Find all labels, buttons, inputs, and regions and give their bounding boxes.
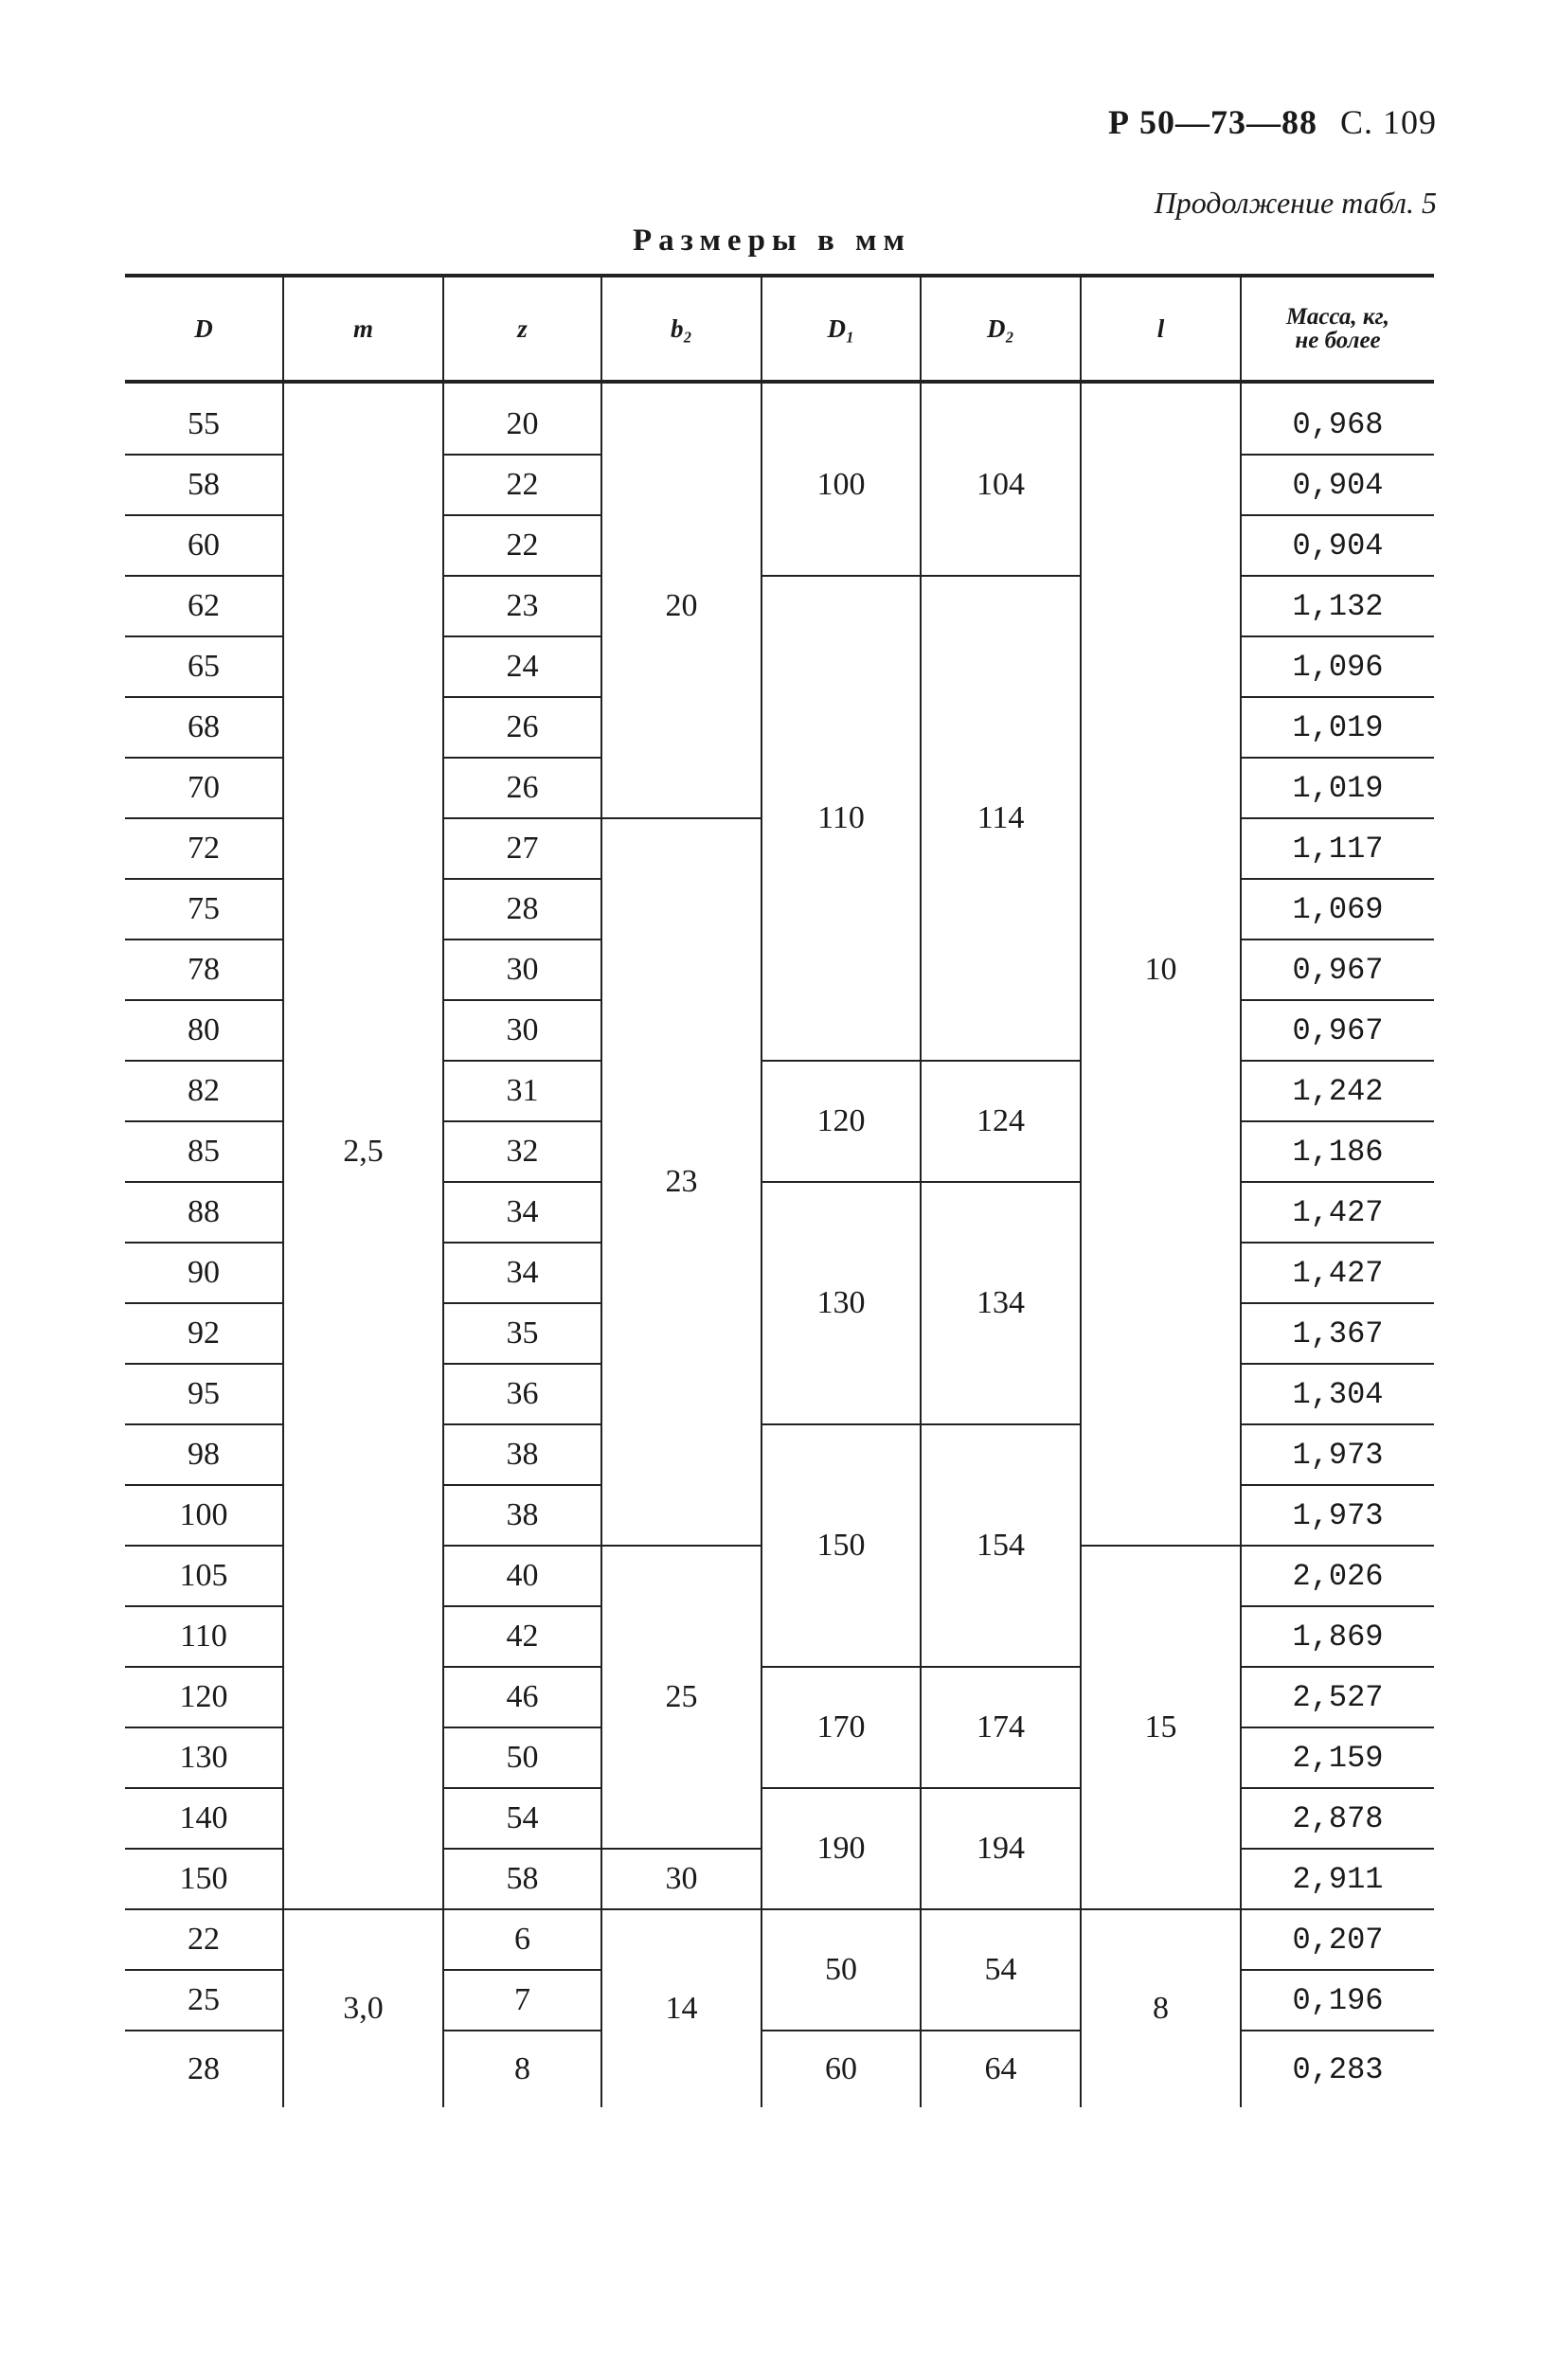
- table-row: [125, 382, 1434, 455]
- cell-mass: 2,878: [1241, 1788, 1434, 1849]
- cell-d2-group: 104: [921, 382, 1081, 576]
- cell-z: 22: [443, 455, 601, 515]
- cell-mass: 0,967: [1241, 1000, 1434, 1061]
- cell-d: 72: [125, 818, 283, 879]
- cell-d1-group: 50: [762, 1909, 921, 2031]
- cell-d: 150: [125, 1849, 283, 1909]
- cell-z: 23: [443, 576, 601, 636]
- cell-z: 26: [443, 758, 601, 818]
- cell-mass: 1,869: [1241, 1606, 1434, 1667]
- cell-d1-group: 130: [762, 1182, 921, 1424]
- cell-z: 26: [443, 697, 601, 758]
- cell-d1-group: 150: [762, 1424, 921, 1667]
- standard-number: Р 50—73—88: [1107, 103, 1317, 141]
- cell-module-group: 2,5: [283, 382, 443, 1909]
- column-header-module: m: [283, 276, 443, 382]
- cell-mass: 2,159: [1241, 1727, 1434, 1788]
- cell-d: 70: [125, 758, 283, 818]
- cell-d: 88: [125, 1182, 283, 1243]
- column-header-d1: D₁: [762, 276, 921, 382]
- cell-mass: 1,367: [1241, 1303, 1434, 1364]
- cell-z: 46: [443, 1667, 601, 1727]
- cell-mass: 0,196: [1241, 1970, 1434, 2031]
- cell-d: 75: [125, 879, 283, 939]
- cell-d: 92: [125, 1303, 283, 1364]
- cell-d2-group: 54: [921, 1909, 1081, 2031]
- cell-mass: 1,096: [1241, 636, 1434, 697]
- column-header-b2: b₂: [601, 276, 762, 382]
- cell-d: 82: [125, 1061, 283, 1121]
- cell-b2-group: 30: [601, 1849, 762, 1909]
- cell-mass: 0,968: [1241, 382, 1434, 455]
- cell-d: 65: [125, 636, 283, 697]
- column-header-d2: D₂: [921, 276, 1081, 382]
- cell-d1-group: 60: [762, 2031, 921, 2107]
- cell-z: 35: [443, 1303, 601, 1364]
- page-number: С. 109: [1339, 103, 1437, 141]
- cell-d1-group: 120: [762, 1061, 921, 1182]
- cell-z: 42: [443, 1606, 601, 1667]
- cell-b2-group: 20: [601, 382, 762, 818]
- cell-d1-group: 170: [762, 1667, 921, 1788]
- cell-l-group: 8: [1081, 1909, 1241, 2107]
- cell-d: 55: [125, 382, 283, 455]
- cell-z: 22: [443, 515, 601, 576]
- cell-d2-group: 194: [921, 1788, 1081, 1909]
- cell-z: 40: [443, 1546, 601, 1606]
- cell-d: 130: [125, 1727, 283, 1788]
- cell-z: 54: [443, 1788, 601, 1849]
- cell-d1-group: 100: [762, 382, 921, 576]
- cell-mass: 0,207: [1241, 1909, 1434, 1970]
- cell-d: 80: [125, 1000, 283, 1061]
- cell-z: 8: [443, 2031, 601, 2107]
- cell-l-group: 10: [1081, 382, 1241, 1546]
- cell-b2-group: 14: [601, 1909, 762, 2107]
- cell-mass: 1,186: [1241, 1121, 1434, 1182]
- cell-d2-group: 174: [921, 1667, 1081, 1788]
- cell-d: 62: [125, 576, 283, 636]
- cell-l-group: 15: [1081, 1546, 1241, 1909]
- cell-mass: 1,973: [1241, 1485, 1434, 1546]
- cell-d1-group: 110: [762, 576, 921, 1061]
- cell-d: 140: [125, 1788, 283, 1849]
- cell-d: 78: [125, 939, 283, 1000]
- cell-mass: 1,427: [1241, 1243, 1434, 1303]
- cell-mass: 0,967: [1241, 939, 1434, 1000]
- cell-mass: 0,283: [1241, 2031, 1434, 2107]
- cell-mass: 1,427: [1241, 1182, 1434, 1243]
- cell-z: 34: [443, 1182, 601, 1243]
- cell-z: 34: [443, 1243, 601, 1303]
- table-row: [125, 1909, 1434, 1970]
- table-continuation-label: Продолжение табл. 5: [1154, 186, 1437, 220]
- cell-z: 38: [443, 1424, 601, 1485]
- cell-b2-group: 23: [601, 818, 762, 1546]
- column-header-d: D: [125, 276, 283, 382]
- cell-d: 110: [125, 1606, 283, 1667]
- cell-z: 31: [443, 1061, 601, 1121]
- cell-d: 98: [125, 1424, 283, 1485]
- cell-mass: 1,117: [1241, 818, 1434, 879]
- cell-d: 25: [125, 1970, 283, 2031]
- cell-z: 28: [443, 879, 601, 939]
- cell-d: 58: [125, 455, 283, 515]
- cell-b2-group: 25: [601, 1546, 762, 1849]
- cell-z: 58: [443, 1849, 601, 1909]
- cell-d: 22: [125, 1909, 283, 1970]
- cell-module-group: 3,0: [283, 1909, 443, 2107]
- cell-mass: 0,904: [1241, 455, 1434, 515]
- cell-d2-group: 134: [921, 1182, 1081, 1424]
- cell-z: 6: [443, 1909, 601, 1970]
- cell-z: 50: [443, 1727, 601, 1788]
- cell-mass: 2,527: [1241, 1667, 1434, 1727]
- cell-mass: 1,304: [1241, 1364, 1434, 1424]
- cell-z: 27: [443, 818, 601, 879]
- cell-d2-group: 154: [921, 1424, 1081, 1667]
- cell-d: 120: [125, 1667, 283, 1727]
- cell-mass: 2,911: [1241, 1849, 1434, 1909]
- cell-z: 24: [443, 636, 601, 697]
- cell-d2-group: 114: [921, 576, 1081, 1061]
- cell-d2-group: 124: [921, 1061, 1081, 1182]
- cell-mass: 1,019: [1241, 758, 1434, 818]
- cell-d: 60: [125, 515, 283, 576]
- cell-z: 38: [443, 1485, 601, 1546]
- units-caption: Размеры в мм: [633, 224, 911, 258]
- cell-z: 32: [443, 1121, 601, 1182]
- cell-z: 36: [443, 1364, 601, 1424]
- document-code: [1108, 102, 1437, 142]
- cell-d: 28: [188, 2051, 220, 2086]
- cell-z: 7: [443, 1970, 601, 2031]
- cell-d1-group: 190: [762, 1788, 921, 1909]
- cell-mass: 1,069: [1241, 879, 1434, 939]
- cell-mass: 1,242: [1241, 1061, 1434, 1121]
- cell-d: 105: [125, 1546, 283, 1606]
- cell-z: 30: [443, 939, 601, 1000]
- cell-mass: 1,132: [1241, 576, 1434, 636]
- cell-mass: 0,904: [1241, 515, 1434, 576]
- cell-d: 95: [125, 1364, 283, 1424]
- cell-d: 100: [125, 1485, 283, 1546]
- dimensions-table: [125, 274, 1434, 2107]
- cell-z: 20: [443, 382, 601, 455]
- cell-d: 90: [125, 1243, 283, 1303]
- cell-d2-group: 64: [921, 2031, 1081, 2107]
- column-header-teeth: z: [443, 276, 601, 382]
- cell-d: 68: [125, 697, 283, 758]
- cell-z: 30: [443, 1000, 601, 1061]
- column-header-length: l: [1081, 276, 1241, 382]
- cell-mass: 1,019: [1241, 697, 1434, 758]
- cell-d: 85: [125, 1121, 283, 1182]
- column-header-mass: Масса, кг, не более: [1241, 276, 1434, 382]
- cell-mass: 2,026: [1241, 1546, 1434, 1606]
- cell-mass: 1,973: [1241, 1424, 1434, 1485]
- table-header-row: [125, 276, 1434, 382]
